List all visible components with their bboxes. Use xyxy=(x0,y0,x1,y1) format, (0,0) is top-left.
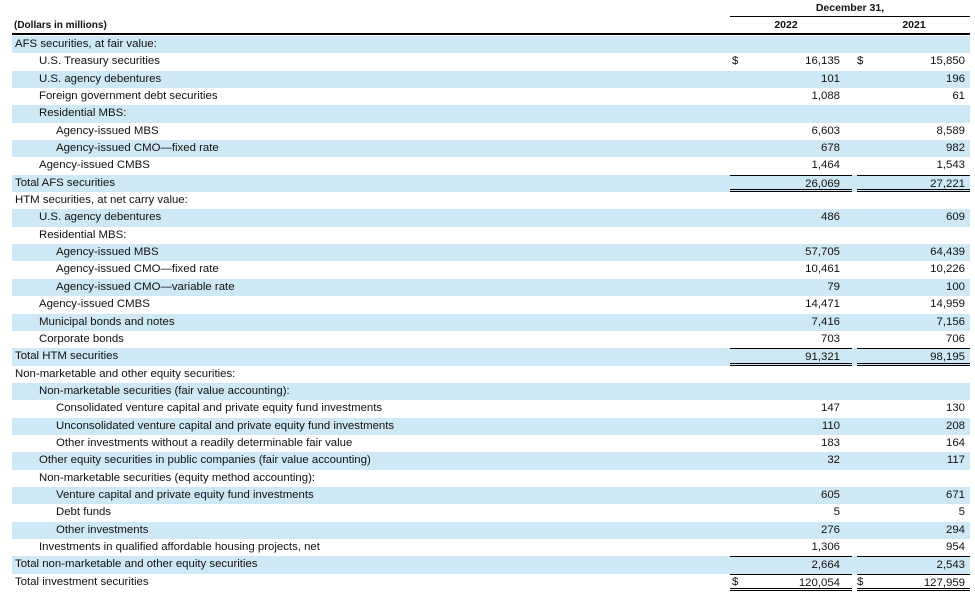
value-2021: 954 xyxy=(945,540,965,553)
value-2022: 6,603 xyxy=(811,124,840,137)
year-header-2021: 2021 xyxy=(902,19,926,31)
value-2022: 183 xyxy=(820,436,840,449)
table-row xyxy=(12,209,970,226)
row-label: Agency-issued CMBS xyxy=(39,298,150,311)
currency-symbol-2021: $ xyxy=(857,55,864,68)
value-2021: 64,439 xyxy=(930,246,965,259)
row-label: Investments in qualified affordable housing projects, net xyxy=(39,540,320,553)
row-label: Non-marketable securities (fair value accounting): xyxy=(39,384,290,397)
value-2021: 2,543 xyxy=(857,556,970,573)
value-2022: 91,321 xyxy=(730,348,852,365)
row-label: Debt funds xyxy=(56,506,112,519)
row-label: Agency-issued MBS xyxy=(56,124,159,137)
value-2021: 294 xyxy=(945,523,965,536)
value-2022 xyxy=(730,36,840,53)
value-2022: 2,664 xyxy=(730,556,852,573)
value-2022: 7,416 xyxy=(811,315,840,328)
period-header-rule xyxy=(730,16,970,17)
table-row xyxy=(12,366,970,383)
row-label: Agency-issued MBS xyxy=(56,246,159,259)
value-2022: 120,054 xyxy=(730,574,852,591)
value-2021: 7,156 xyxy=(936,315,965,328)
table-row xyxy=(12,452,970,469)
currency-symbol-2022: $ xyxy=(732,55,739,68)
value-2022: 703 xyxy=(820,332,840,345)
row-label: U.S. agency debentures xyxy=(39,211,162,224)
value-2022: 1,306 xyxy=(811,540,840,553)
row-label: Foreign government debt securities xyxy=(39,90,218,103)
value-2022: 276 xyxy=(820,523,840,536)
value-2021: 982 xyxy=(945,142,965,155)
row-label: AFS securities, at fair value: xyxy=(15,38,157,50)
row-label: Venture capital and private equity fund investments xyxy=(56,488,314,501)
value-2021: 130 xyxy=(945,402,965,415)
value-2021: 10,226 xyxy=(930,263,965,276)
table-row xyxy=(12,504,970,521)
value-2021 xyxy=(858,470,965,487)
table-row xyxy=(12,140,970,157)
table-body xyxy=(12,36,970,591)
value-2022 xyxy=(730,366,840,383)
value-2021: 27,221 xyxy=(857,175,970,192)
row-label: Total non-marketable and other equity securities xyxy=(15,558,258,571)
value-2022 xyxy=(730,227,840,244)
year-header-2022: 2022 xyxy=(774,19,798,31)
value-2021: 5 xyxy=(958,506,965,519)
row-label: Residential MBS: xyxy=(39,228,127,241)
value-2022: 486 xyxy=(820,211,840,224)
value-2022: 14,471 xyxy=(805,298,840,311)
value-2022: 79 xyxy=(827,280,840,293)
currency-symbol-2021: $ xyxy=(857,575,864,588)
value-2021: 98,195 xyxy=(857,348,970,365)
value-2021: 14,959 xyxy=(930,298,965,311)
row-label: Residential MBS: xyxy=(39,107,127,120)
table-row xyxy=(12,175,970,192)
table-row xyxy=(12,88,970,105)
table-row xyxy=(12,71,970,88)
table-row xyxy=(12,296,970,313)
value-2021 xyxy=(858,36,965,53)
value-2021: 127,959 xyxy=(857,574,970,591)
currency-symbol-2022: $ xyxy=(732,575,739,588)
table-row xyxy=(12,522,970,539)
value-2021: 164 xyxy=(945,436,965,449)
value-2021: 15,850 xyxy=(930,55,965,68)
value-2022: 110 xyxy=(821,419,840,432)
table-row xyxy=(12,348,970,365)
value-2021: 117 xyxy=(946,454,965,467)
value-2021: 706 xyxy=(945,332,965,345)
table-row xyxy=(12,227,970,244)
value-2021 xyxy=(858,366,965,383)
value-2022: 101 xyxy=(820,72,840,85)
value-2021 xyxy=(858,192,965,209)
row-label: Total AFS securities xyxy=(15,176,116,189)
row-label: Agency-issued CMO—variable rate xyxy=(56,280,235,293)
row-label: U.S. agency debentures xyxy=(39,72,162,85)
table-row xyxy=(12,539,970,556)
row-label: Agency-issued CMO—fixed rate xyxy=(56,263,219,276)
value-2022: 1,088 xyxy=(811,90,840,103)
value-2021: 1,543 xyxy=(936,159,965,172)
row-label: Unconsolidated venture capital and private equity fund investments xyxy=(56,419,395,432)
table-row xyxy=(12,261,970,278)
row-label: Non-marketable securities (equity method accounting): xyxy=(39,471,316,484)
value-2021: 100 xyxy=(945,280,965,293)
row-label: Total investment securities xyxy=(15,575,149,588)
table-row xyxy=(12,36,970,53)
table-row xyxy=(12,556,970,573)
table-row xyxy=(12,418,970,435)
value-2021 xyxy=(858,227,965,244)
value-2021: 8,589 xyxy=(936,124,965,137)
value-2022: 57,705 xyxy=(805,246,840,259)
table-row xyxy=(12,244,970,261)
table-row xyxy=(12,192,970,209)
table-row xyxy=(12,331,970,348)
value-2022: 1,464 xyxy=(811,159,840,172)
row-label: Other investments without a readily determinable fair value xyxy=(56,436,353,449)
table-row xyxy=(12,435,970,452)
value-2021: 196 xyxy=(945,72,965,85)
row-label: Non-marketable and other equity securities: xyxy=(15,367,236,380)
value-2022: 147 xyxy=(820,402,840,415)
table-row xyxy=(12,105,970,122)
value-2021: 671 xyxy=(945,488,965,501)
value-2022 xyxy=(730,105,840,122)
row-label: Consolidated venture capital and private equity fund investments xyxy=(56,402,383,415)
value-2021: 609 xyxy=(945,211,965,224)
value-2021 xyxy=(858,383,965,400)
value-2022: 605 xyxy=(820,488,840,501)
unit-label: (Dollars in millions) xyxy=(14,20,107,31)
table-row xyxy=(12,279,970,296)
row-label: Other investments xyxy=(56,523,149,536)
value-2021 xyxy=(858,105,965,122)
row-label: Corporate bonds xyxy=(39,332,124,345)
row-label: Agency-issued CMBS xyxy=(39,159,150,172)
table-row xyxy=(12,487,970,504)
value-2021: 208 xyxy=(945,419,965,432)
row-label: Municipal bonds and notes xyxy=(39,315,175,328)
value-2022 xyxy=(730,383,840,400)
row-label: HTM securities, at net carry value: xyxy=(15,194,188,207)
table-row xyxy=(12,123,970,140)
period-header: December 31, xyxy=(815,2,885,14)
value-2021: 61 xyxy=(952,90,965,103)
value-2022 xyxy=(730,470,840,487)
row-label: U.S. Treasury securities xyxy=(39,55,160,68)
value-2022: 678 xyxy=(820,142,840,155)
table-row xyxy=(12,53,970,70)
table-row xyxy=(12,574,970,591)
row-label: Other equity securities in public companies (fair value accounting) xyxy=(39,454,371,467)
value-2022: 10,461 xyxy=(805,263,840,276)
table-row xyxy=(12,157,970,174)
table-row xyxy=(12,470,970,487)
header-rule xyxy=(12,33,970,35)
table-row xyxy=(12,314,970,331)
row-label: Total HTM securities xyxy=(15,350,119,363)
row-label: Agency-issued CMO—fixed rate xyxy=(56,142,219,155)
table-row xyxy=(12,400,970,417)
value-2022 xyxy=(730,192,840,209)
value-2022: 26,069 xyxy=(730,175,852,192)
value-2022: 32 xyxy=(827,454,840,467)
value-2022: 16,135 xyxy=(805,55,840,68)
table-row xyxy=(12,383,970,400)
value-2022: 5 xyxy=(833,506,840,519)
